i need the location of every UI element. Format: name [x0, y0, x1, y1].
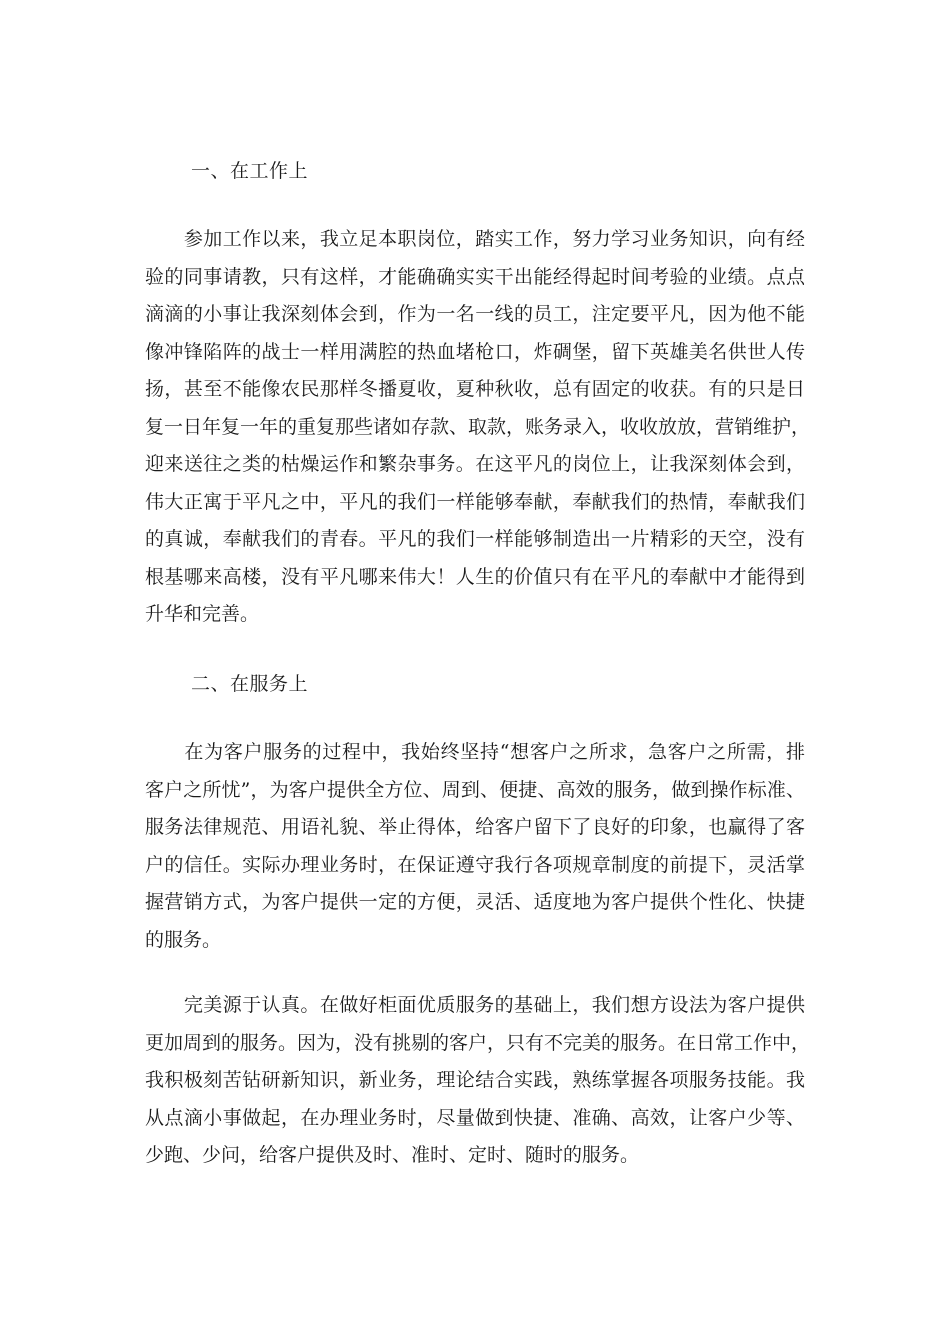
section-heading-service: 二、在服务上: [191, 673, 309, 695]
text-line: 更加周到的服务。因为，没有挑剔的客户，只有不完美的服务。在日常工作中，: [145, 1031, 811, 1054]
text-line: 迎来送往之类的枯燥运作和繁杂事务。在这平凡的岗位上，让我深刻体会到，: [145, 453, 805, 475]
text-line: 扬，甚至不能像农民那样冬播夏收，夏种秋收，总有固定的收获。有的只是日: [145, 378, 805, 400]
section-heading-work: 一、在工作上: [191, 160, 309, 182]
text-line: 参加工作以来，我立足本职岗位，踏实工作，努力学习业务知识，向有经: [145, 228, 805, 250]
text-line: 像冲锋陷阵的战士一样用满腔的热血堵枪口，炸碉堡，留下英雄美名供世人传: [145, 340, 805, 363]
text-line: 的服务。: [145, 928, 222, 951]
text-line: 伟大正寓于平凡之中，平凡的我们一样能够奉献，奉献我们的热情，奉献我们: [145, 490, 805, 513]
text-line: 复一日年复一年的重复那些诸如存款、取款，账务录入，收收放放，营销维护，: [145, 415, 811, 438]
text-line: 户的信任。实际办理业务时，在保证遵守我行各项规章制度的前提下，灵活掌: [145, 853, 805, 876]
text-line: 完美源于认真。在做好柜面优质服务的基础上，我们想方设法为客户提供: [145, 994, 805, 1016]
text-line: 在为客户服务的过程中，我始终坚持“想客户之所求，急客户之所需，排: [145, 741, 805, 763]
text-line: 服务法律规范、用语礼貌、举止得体，给客户留下了良好的印象，也赢得了客: [145, 816, 805, 838]
text-line: 从点滴小事做起，在办理业务时，尽量做到快捷、准确、高效，让客户少等、: [145, 1106, 805, 1129]
text-line: 客户之所忧”，为客户提供全方位、周到、便捷、高效的服务，做到操作标准、: [145, 778, 805, 801]
text-line: 的真诚，奉献我们的青春。平凡的我们一样能够制造出一片精彩的天空，没有: [145, 528, 805, 550]
text-line: 根基哪来高楼，没有平凡哪来伟大！人生的价值只有在平凡的奉献中才能得到: [145, 565, 805, 588]
text-line: 少跑、少问，给客户提供及时、准时、定时、随时的服务。: [145, 1144, 640, 1166]
text-line: 滴滴的小事让我深刻体会到，作为一名一线的员工，注定要平凡，因为他不能: [145, 303, 805, 325]
paragraph-service-2: [145, 987, 811, 1175]
text-line: 握营销方式，为客户提供一定的方便，灵活、适度地为客户提供个性化、快捷: [145, 891, 805, 913]
text-line: 我积极刻苦钻研新知识，新业务，理论结合实践，熟练掌握各项服务技能。我: [145, 1069, 805, 1091]
text-line: 升华和完善。: [145, 603, 260, 625]
paragraph-service-1: [145, 734, 805, 959]
text-line: 验的同事请教，只有这样，才能确确实实干出能经得起时间考验的业绩。点点: [145, 265, 805, 288]
paragraph-work: [145, 221, 811, 634]
